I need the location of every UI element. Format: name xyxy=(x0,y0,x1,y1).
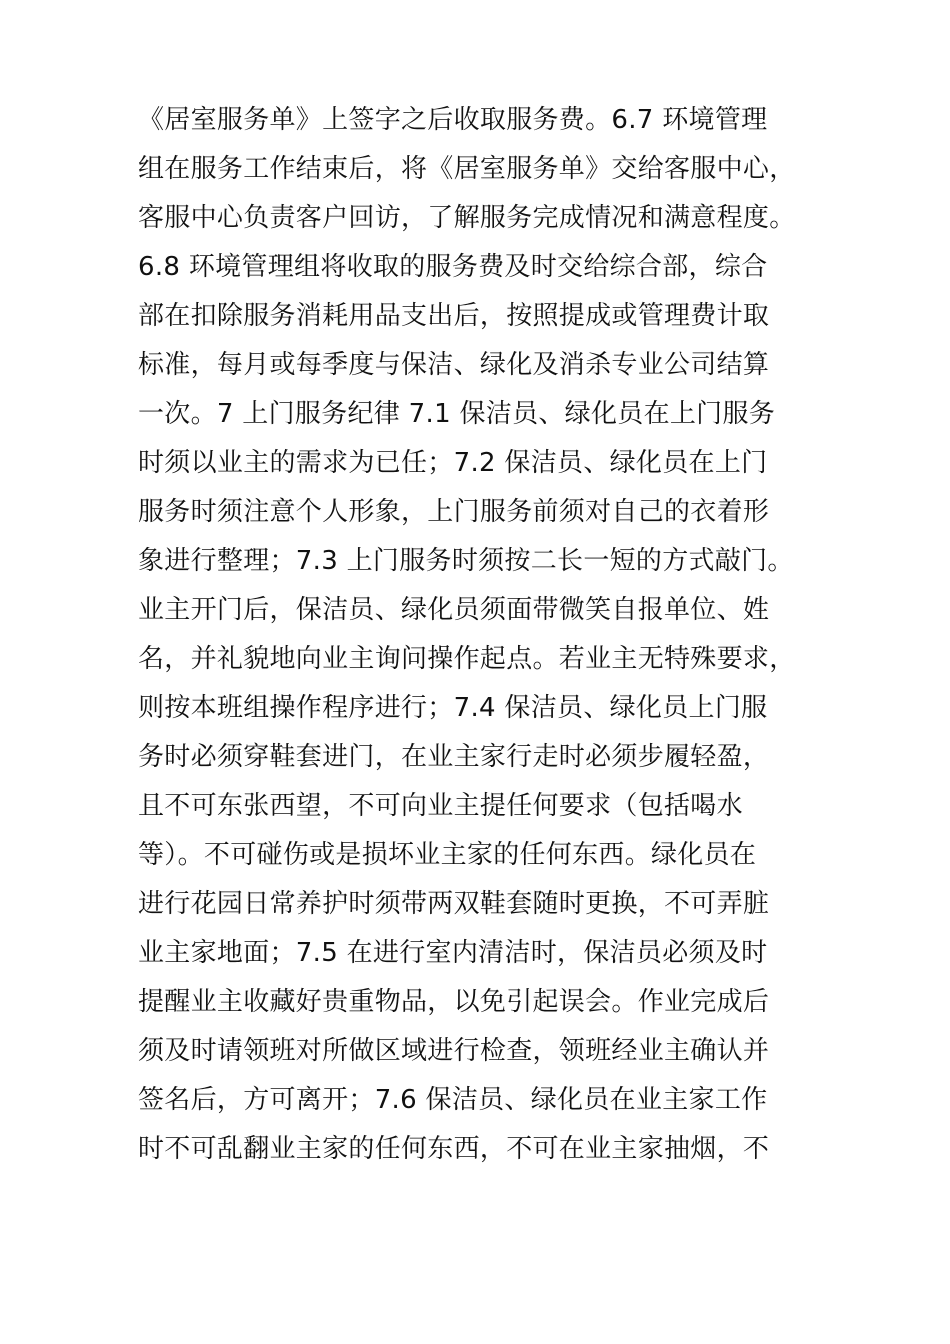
text-line: 时须以业主的需求为已任；7.2 保洁员、绿化员在上门 xyxy=(138,448,768,478)
text-line: 业主开门后，保洁员、绿化员须面带微笑自报单位、姓 xyxy=(138,595,770,625)
text-line: 组在服务工作结束后，将《居室服务单》交给客服中心， xyxy=(138,154,796,184)
text-line: 时不可乱翻业主家的任何东西，不可在业主家抽烟，不 xyxy=(138,1134,770,1164)
text-line: 则按本班组操作程序进行；7.4 保洁员、绿化员上门服 xyxy=(138,693,768,723)
text-line: 6.8 环境管理组将收取的服务费及时交给综合部，综合 xyxy=(138,252,768,282)
text-line: 业主家地面；7.5 在进行室内清洁时，保洁员必须及时 xyxy=(138,938,768,968)
text-line: 服务时须注意个人形象，上门服务前须对自己的衣着形 xyxy=(138,497,770,527)
text-line: 一次。7 上门服务纪律 7.1 保洁员、绿化员在上门服务 xyxy=(138,399,776,429)
text-line: 《居室服务单》上签字之后收取服务费。6.7 环境管理 xyxy=(138,105,768,135)
text-line: 须及时请领班对所做区域进行检查，领班经业主确认并 xyxy=(138,1036,770,1066)
text-line: 签名后，方可离开；7.6 保洁员、绿化员在业主家工作 xyxy=(138,1085,768,1115)
text-line: 提醒业主收藏好贵重物品，以免引起误会。作业完成后 xyxy=(138,987,770,1017)
text-line: 标准，每月或每季度与保洁、绿化及消杀专业公司结算 xyxy=(138,350,770,380)
text-line: 且不可东张西望，不可向业主提任何要求（包括喝水 xyxy=(138,791,743,821)
text-line: 部在扣除服务消耗用品支出后，按照提成或管理费计取 xyxy=(138,301,770,331)
text-line: 象进行整理；7.3 上门服务时须按二长一短的方式敲门。 xyxy=(138,546,794,576)
text-line: 等）。不可碰伤或是损坏业主家的任何东西。绿化员在 xyxy=(138,840,757,870)
text-line: 务时必须穿鞋套进门，在业主家行走时必须步履轻盈， xyxy=(138,742,770,772)
body-text xyxy=(138,96,858,1174)
text-line: 客服中心负责客户回访，了解服务完成情况和满意程度。 xyxy=(138,203,796,233)
text-line: 名，并礼貌地向业主询问操作起点。若业主无特殊要求， xyxy=(138,644,796,674)
text-line: 进行花园日常养护时须带两双鞋套随时更换，不可弄脏 xyxy=(138,889,770,919)
